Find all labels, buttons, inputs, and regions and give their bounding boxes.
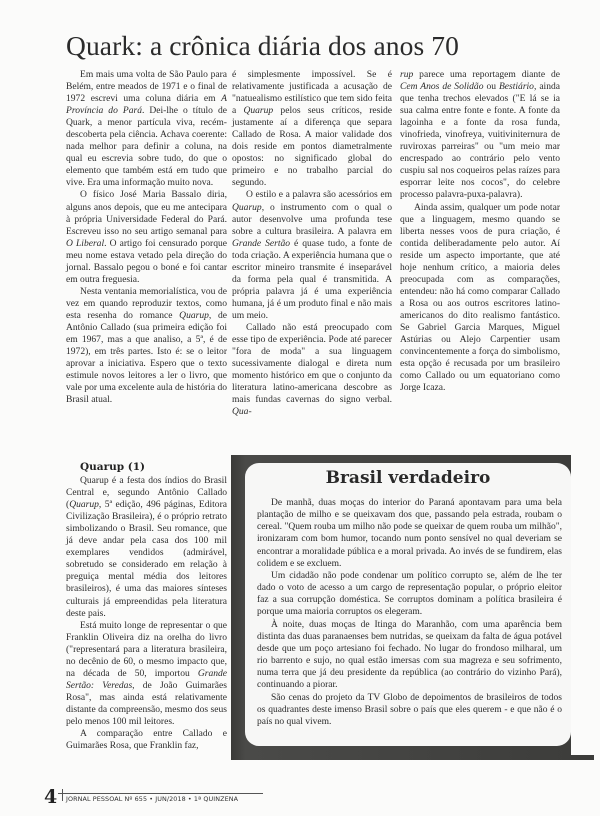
paragraph: Nesta ventania memorialística, vou de vez em quando reproduzir textos, como esta resenha do romance Quarup, de Antônio Callado (sua primeira edição foi em 1967, mas a que analiso, a 5ª, é de 1972), em três partes. Isto é: se o leitor aprovar a iniciativa. Espero que o texto estimule novos leitores a ler o livro, que vale por uma excelente aula de história do Brasil atual.	[66, 285, 227, 406]
paragraph: À noite, duas moças de Itinga do Maranhão, com uma aparência bem distinta das duas paranaenses bem nutridas, se queixam da falta de água potável desde que um poço artesiano foi fechado. No lugar do frondoso milharal, um rio barrento e sujo, no qual estão imersas com sua magreza e seu sofrimento, numa terra que já deu presidente da república (ao contrário do vizinho Pará), continuando a piorar.	[257, 619, 562, 691]
paragraph: Callado não está preocupado com esse tipo de experiência. Pode até parecer "fora de moda" a sua linguagem sucessivamente dialogal e direta num momento histórico em que o conjunto da literatura latino-americana descobre as mais fundas cavernas do signo verbal. Qua-	[232, 321, 392, 418]
article-title: Quark: a crônica diária dos anos 70	[66, 30, 459, 61]
footer-rule	[58, 793, 263, 794]
paragraph: Ainda assim, qualquer um pode notar que a linguagem, mesmo quando se liberta nesses voos de pura criação, é contida deliberadamente pelo autor. Aí reside um aspecto importante, que até hoje nenhum crítico, a maioria deles preocupada com as comparações, entendeu: não há como comparar Callado a Rosa ou aos outros escritores latino-americanos do dito realismo fantástico. Se Gabriel Garcia Marques, Miguel Astúrias ou Alejo Carpentier usam convincentemente a força do simbolismo, esta opção é recusada por um brasileiro como Callado ou um equatoriano como Jorge Icaza.	[400, 201, 560, 394]
page-number: 4	[44, 786, 58, 808]
article-column-1-lower	[66, 461, 227, 752]
paragraph: Em mais uma volta de São Paulo para Belém, entre meados de 1971 e o final de 1972 escrevi uma coluna diária em A Província do Pará. Dei-lhe o título de Quark, a menor partícula viva, recém-descoberta pela ciência. Achava coerente: nada melhor para definir a coluna, na qual eu escrevia sobre tudo, do que o elemento que também está em tudo que vive. Era uma informação muito nova.	[66, 69, 227, 189]
paragraph: O físico José Maria Bassalo diria, alguns anos depois, que eu me antecipara à própria Universidade Federal do Pará. Escreveu isso no seu artigo semanal para O Liberal. O artigo foi censurado porque meu nome estava vetado pela direção do jornal. Bassalo pegou o boné e foi cantar em outra freguesia.	[66, 189, 227, 285]
paragraph: De manhã, duas moças do interior do Paraná apontavam para uma bela plantação de milho e se queixavam dos que, passando pela estrada, roubam o cereal. "Quem rouba um milho não pode se queixar de quem rouba um milhão", ironizaram com bom humor, tocando num ponto sensível no qual deveriam se encontrar a moralidade pública e a moral privada. Ao invés de se fundirem, elas colidem e se excluem.	[257, 498, 562, 569]
article-column-2	[232, 69, 392, 418]
paragraph: é simplesmente impossível. Se é relativamente justificada a acusação de "natuealismo estilístico que tem sido feita a Quarup pelos seus críticos, reside justamente aí a diferença que separa Callado de Rosa. A maior validade dos dois reside em pontos diametralmente opostos: no significado global do primeiro e no trabalho parcial do segundo.	[232, 69, 393, 189]
paragraph: A comparação entre Callado e Guimarães Rosa, que Franklin faz,	[66, 728, 227, 752]
footer-tick	[62, 789, 63, 801]
paragraph: O estilo e a palavra são acessórios em Quarup, o instrumento com o qual o autor desenvolve uma profunda tese sobre a cultura brasileira. A palavra em Grande Sertão é quase tudo, a fonte de toda criação. A experiência humana que o escritor mineiro transmite é inseparável da forma pela qual é transmitida. A própria palavra já é uma experiência humana, já é um produto final e não mais um meio.	[232, 189, 392, 321]
paragraph: Um cidadão não pode condenar um político corrupto se, além de lhe ter dado o voto de acesso a um cargo de representação popular, o próprio eleitor faz a sua corrupção doméstica. Se corruptos dominam a política brasileira é porque uma maioria corruptos os elegeram.	[257, 570, 562, 618]
publication-info: JORNAL PESSOAL Nº 655 • JUN/2018 • 1ª QUINZENA	[66, 795, 239, 803]
sidebar-box-text	[257, 497, 562, 728]
article-column-3	[400, 69, 560, 394]
page-footer	[44, 788, 284, 808]
article-column-1	[66, 69, 227, 406]
paragraph: São cenas do projeto da TV Globo de depoimentos de brasileiros de todos os quadrantes deste imenso Brasil sobre o país que eles querem - e que não é o país no qual vivem.	[257, 692, 562, 727]
page-margin	[571, 455, 600, 755]
paragraph: Está muito longe de representar o que Franklin Oliveira diz na orelha do livro ("representará para a literatura brasileira, no decênio de 60, o mesmo impacto que, na década de 50, importou Grande Sertão: Veredas, de João Guimarães Rosa", mas ainda está relativamente distante da compreensão, mesmo dos seus pelo menos 100 mil leitores.	[66, 619, 227, 727]
paragraph: rup parece uma reportagem diante de Cem Anos de Solidão ou Bestiário, ainda que tenha trechos elevados ("E lá se ia sua calma entre fonte e fonte. A fonte da lagoinha e a fonte da rosa funda, vinofrieda, vinofreya, vuitiviniternura de ruviroxas parreiras" ou "um meio mar encrespado ao contrário pelo vento cuspiu sal nos coqueiros pelas raízes para esporrar leite nos cocos", do celebre processo palavra-puxa-palavra).	[400, 69, 560, 201]
section-subhead: Quarup (1)	[80, 461, 145, 473]
paragraph: Quarup é a festa dos índios do Brasil Central e, segundo Antônio Callado (Quarup, 5ª edição, 496 páginas, Editora Civilização Brasileira), é o próprio retrato simbolizando o Brasil. Seu romance, que já deve andar pela casa dos 100 mil exemplares vendidos (admirável, sobretudo se considerado em relação à preguiça mental média dos leitores brasileiros), é uma das maiores sínteses culturais já empreendidas pela literatura deste pais.	[66, 475, 227, 619]
sidebar-box-title: Brasil verdadeiro	[325, 468, 491, 488]
